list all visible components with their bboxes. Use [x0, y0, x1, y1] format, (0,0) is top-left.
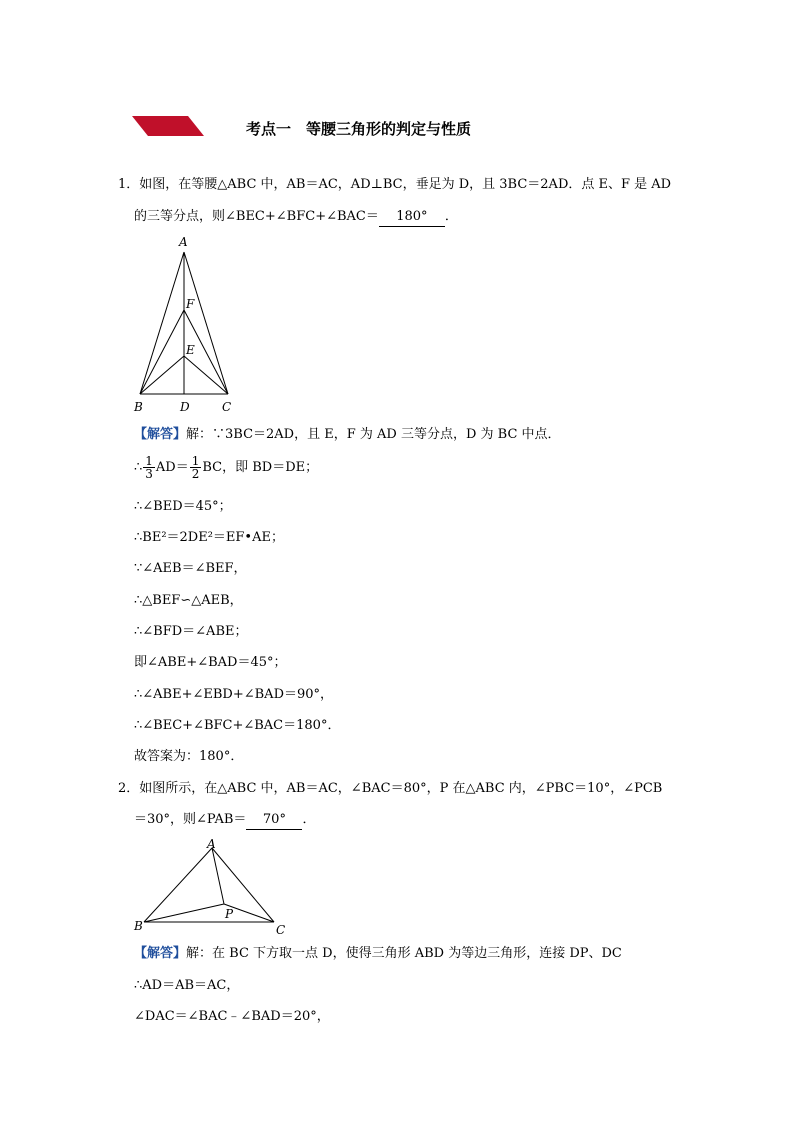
fraction-line-prefix: ∴ [134, 460, 143, 475]
label-c: C [222, 400, 232, 414]
fraction-line-mid: AD＝ [155, 460, 189, 475]
q1-step: ∴∠ABE+∠EBD+∠BAD＝90°， [134, 687, 334, 702]
q2-text-line2 [134, 811, 315, 830]
q1-step: ∴BE²＝2DE²＝EF•AE； [134, 530, 284, 545]
fraction-numerator: 1 [145, 454, 153, 468]
segment-ab [144, 848, 212, 922]
q1-step: ∵∠AEB＝∠BEF， [134, 561, 247, 576]
label-b: B [134, 919, 143, 933]
q1-step: 即∠ABE+∠BAD＝45°； [134, 655, 287, 670]
q1-solution-first-text: 解：∵3BC＝2AD，且 E，F 为 AD 三等分点，D 为 BC 中点． [186, 427, 561, 442]
q1-step: ∴△BEF∽△AEB， [134, 593, 243, 608]
segment-ap [212, 848, 224, 904]
q1-final-answer: 故答案为：180°． [134, 749, 244, 764]
q2-text-suffix: ． [302, 812, 316, 827]
fraction-line-suffix: BC，即 BD＝DE； [202, 460, 319, 475]
q1-text-line2 [134, 208, 458, 227]
q2-solution-first [134, 945, 622, 963]
segment-bp [144, 904, 224, 922]
label-d: D [180, 400, 190, 414]
q2-solution-first-text: 解：在 BC 下方取一点 D，使得三角形 ABD 为等边三角形，连接 DP、DC [186, 946, 622, 961]
q2-solution-tag: 【解答】 [134, 946, 187, 961]
q2-text-line1: 2．如图所示，在△ABC 中，AB＝AC，∠BAC＝80°，P 在△ABC 内，∠PBC＝10°，∠PCB [118, 781, 663, 796]
q2-answer-blank: 70° [246, 811, 302, 830]
q1-solution-first [134, 426, 561, 444]
fraction-numerator: 1 [191, 454, 200, 468]
section-title: 考点一 等腰三角形的判定与性质 [246, 120, 472, 138]
q1-step: ∴∠BFD＝∠ABE； [134, 624, 248, 639]
section-banner [132, 116, 204, 136]
q1-answer-blank: 180° [379, 208, 445, 227]
segment-ce [184, 356, 228, 394]
segment-be [140, 356, 184, 394]
q1-figure [128, 234, 240, 416]
label-a: A [207, 837, 216, 851]
q1-text-line1: 1．如图，在等腰△ABC 中，AB＝AC，AD⊥BC，垂足为 D，且 3BC＝2AD．点 E、F 是 AD [118, 177, 672, 192]
label-p: P [225, 907, 234, 921]
q2-step: ∠DAC＝∠BAC﹣∠BAD＝20°， [134, 1009, 330, 1024]
q1-solution-tag: 【解答】 [134, 427, 187, 442]
q1-step: ∴∠BED＝45°； [134, 499, 232, 514]
q1-text-suffix: ． [444, 209, 458, 224]
q2-text-prefix: ＝30°，则∠PAB＝ [134, 812, 247, 827]
label-a: A [179, 235, 188, 249]
q1-step: ∴∠BEC+∠BFC+∠BAC＝180°． [134, 718, 341, 733]
fraction-denominator: 2 [191, 467, 200, 481]
fraction-one-third [143, 455, 155, 480]
q2-figure [130, 836, 292, 936]
fraction-denominator: 3 [145, 467, 153, 481]
label-f: F [186, 297, 195, 311]
label-e: E [186, 343, 195, 357]
q2-step: ∴AD＝AB＝AC， [134, 978, 240, 993]
label-b: B [134, 400, 143, 414]
q1-solution-fraction-line [134, 455, 318, 480]
label-c: C [276, 923, 286, 936]
fraction-one-half [190, 455, 202, 480]
q1-text-prefix: 的三等分点，则∠BEC+∠BFC+∠BAC＝ [134, 209, 379, 224]
